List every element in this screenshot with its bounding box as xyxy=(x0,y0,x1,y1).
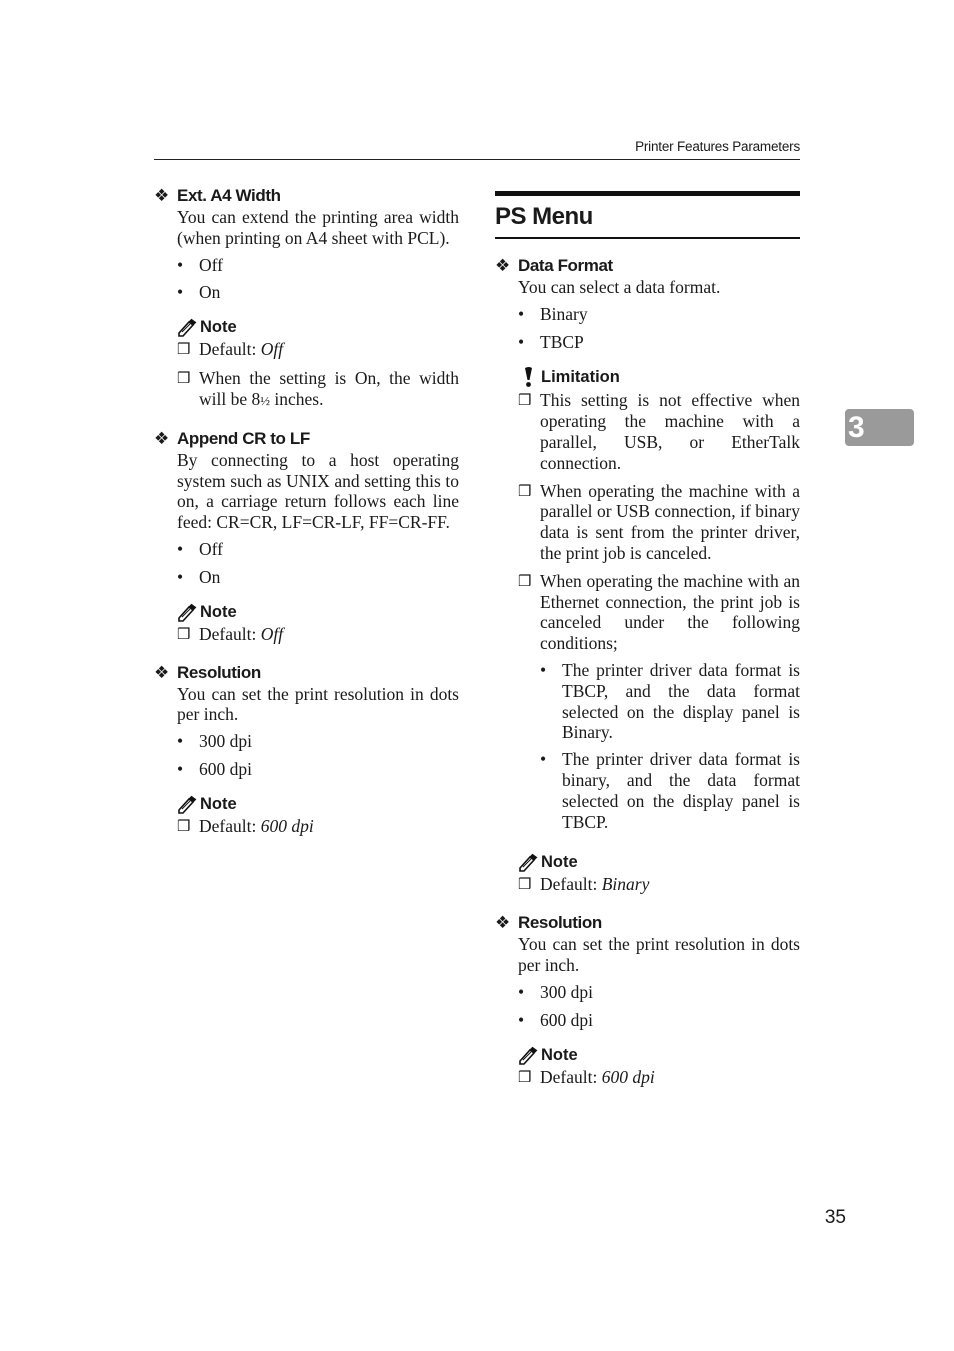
diamond-icon: ❖ xyxy=(495,256,510,275)
section-body: You can set the print resolution in dots per inch. xyxy=(177,683,459,725)
section-ext-a4-width xyxy=(154,185,459,412)
checkbox-icon: ❒ xyxy=(518,393,532,410)
section-data-format xyxy=(495,255,800,896)
section-heading xyxy=(495,255,800,277)
list-item: • On xyxy=(177,566,221,587)
list-item: ❒ Default: 600 dpi xyxy=(177,815,314,836)
bullet-icon: • xyxy=(177,566,184,587)
bullet-icon: • xyxy=(177,282,184,303)
checkbox-icon: ❒ xyxy=(518,573,532,590)
bullet-icon: • xyxy=(540,659,547,680)
header-rule xyxy=(154,159,800,160)
page-number: 35 xyxy=(824,1207,846,1228)
pencil-note-icon xyxy=(177,317,200,337)
section-heading xyxy=(154,662,459,684)
default-value: 600 dpi xyxy=(601,1066,655,1087)
list-item: • Off xyxy=(177,254,223,275)
section-body: You can set the print resolution in dots per inch. xyxy=(518,934,800,976)
bullet-icon: • xyxy=(177,254,184,275)
option-list xyxy=(518,982,800,1031)
list-item: ❒ Default: Binary xyxy=(518,874,650,895)
bullet-icon: • xyxy=(518,331,525,352)
default-value: Off xyxy=(260,339,284,360)
section-body: You can extend the printing area width (when printing on A4 sheet with PCL). xyxy=(177,207,459,248)
note-list xyxy=(177,816,459,838)
list-item: ❒ Default: Off xyxy=(177,623,284,644)
limitation-list xyxy=(518,390,800,838)
list-item: • TBCP xyxy=(518,331,584,352)
checkbox-icon: ❒ xyxy=(518,877,532,894)
condition-list xyxy=(540,660,800,832)
diamond-icon: ❖ xyxy=(154,186,169,205)
chapter-tab: 3 xyxy=(845,409,914,446)
section-resolution xyxy=(495,912,800,1088)
section-append-cr-to-lf xyxy=(154,428,459,646)
option-list xyxy=(177,255,459,304)
list-item: • Off xyxy=(177,538,223,559)
list-item: • The printer driver data format is TBCP, and the data format selected on the display panel is Binary. xyxy=(540,659,800,743)
bullet-icon: • xyxy=(540,749,547,770)
option-list xyxy=(177,539,459,588)
bullet-icon: • xyxy=(177,731,184,752)
list-item: ❒ When operating the machine with an Ethernet connection, the print job is canceled under the following conditions; • The printer driver data format is TBCP, and the data format selected on the display panel is Binary. • The printer driver data format is binary, and the data format selected on the display panel is TBCP. xyxy=(518,571,800,839)
list-item: • The printer driver data format is binary, and the data format selected on the display panel is TBCP. xyxy=(540,749,800,832)
section-body: By connecting to a host operating system such as UNIX and setting this to on, a carriage return follows each line feed: CR=CR, LF=CR-LF, FF=CR-FF. xyxy=(177,449,459,533)
section-title: Data Format xyxy=(518,256,613,275)
default-value: Binary xyxy=(601,874,650,895)
note-heading: Note xyxy=(518,852,800,872)
list-item: • Binary xyxy=(518,303,588,324)
checkbox-icon: ❒ xyxy=(518,1069,532,1086)
bullet-icon: • xyxy=(518,981,525,1002)
left-column xyxy=(154,185,459,854)
section-body: You can select a data format. xyxy=(518,277,721,297)
list-item: ❒ Default: 600 dpi xyxy=(518,1066,655,1087)
checkbox-icon: ❒ xyxy=(177,342,191,359)
option-list xyxy=(518,304,800,353)
diamond-icon: ❖ xyxy=(495,913,510,933)
bullet-icon: • xyxy=(518,303,525,324)
list-item: • On xyxy=(177,282,221,303)
section-heading xyxy=(154,428,459,450)
note-list xyxy=(177,339,459,412)
section-title: Append CR to LF xyxy=(177,428,310,448)
list-item: • 600 dpi xyxy=(177,758,252,779)
bullet-icon: • xyxy=(177,758,184,779)
section-title: Resolution xyxy=(518,913,602,933)
checkbox-icon: ❒ xyxy=(177,626,191,643)
bullet-icon: • xyxy=(177,538,184,559)
list-item: ❒ When the setting is On, the width will be 8½ inches. xyxy=(177,368,459,412)
diamond-icon: ❖ xyxy=(154,662,169,682)
limitation-heading: Limitation xyxy=(518,366,800,388)
checkbox-icon: ❒ xyxy=(518,483,532,500)
running-header: Printer Features Parameters xyxy=(635,139,800,154)
default-value: Off xyxy=(260,623,284,644)
note-list xyxy=(518,874,800,896)
list-item: • 600 dpi xyxy=(518,1009,593,1030)
section-title: Resolution xyxy=(177,662,261,682)
menu-title-box xyxy=(495,191,800,239)
section-heading xyxy=(495,912,800,934)
checkbox-icon: ❒ xyxy=(177,818,191,835)
list-item: ❒ This setting is not effective when operating the machine with a parallel, USB, or EtherTalk connection. xyxy=(518,390,800,473)
option-list xyxy=(177,731,459,780)
diamond-icon: ❖ xyxy=(154,428,169,448)
note-heading: Note xyxy=(177,602,459,622)
note-heading: Note xyxy=(177,317,459,337)
right-column xyxy=(495,191,800,1105)
section-heading xyxy=(154,185,459,207)
note-list xyxy=(177,624,459,646)
checkbox-icon: ❒ xyxy=(177,371,191,388)
pencil-note-icon xyxy=(518,852,541,872)
note-list xyxy=(518,1067,800,1089)
menu-title: PS Menu xyxy=(495,203,593,230)
pencil-note-icon xyxy=(177,794,200,814)
list-item: ❒ Default: Off xyxy=(177,339,284,360)
note-heading: Note xyxy=(177,794,459,814)
section-resolution xyxy=(154,662,459,838)
list-item: ❒ When operating the machine with a parallel or USB connection, if binary data is sent from the printer driver, the print job is canceled. xyxy=(518,480,800,563)
list-item: • 300 dpi xyxy=(177,731,252,752)
default-value: 600 dpi xyxy=(260,815,314,836)
pencil-note-icon xyxy=(177,602,200,622)
note-heading: Note xyxy=(518,1045,800,1065)
list-item: • 300 dpi xyxy=(518,981,593,1002)
exclamation-icon xyxy=(518,366,541,388)
pencil-note-icon xyxy=(518,1045,541,1065)
bullet-icon: • xyxy=(518,1009,525,1030)
section-title: Ext. A4 Width xyxy=(177,186,281,205)
